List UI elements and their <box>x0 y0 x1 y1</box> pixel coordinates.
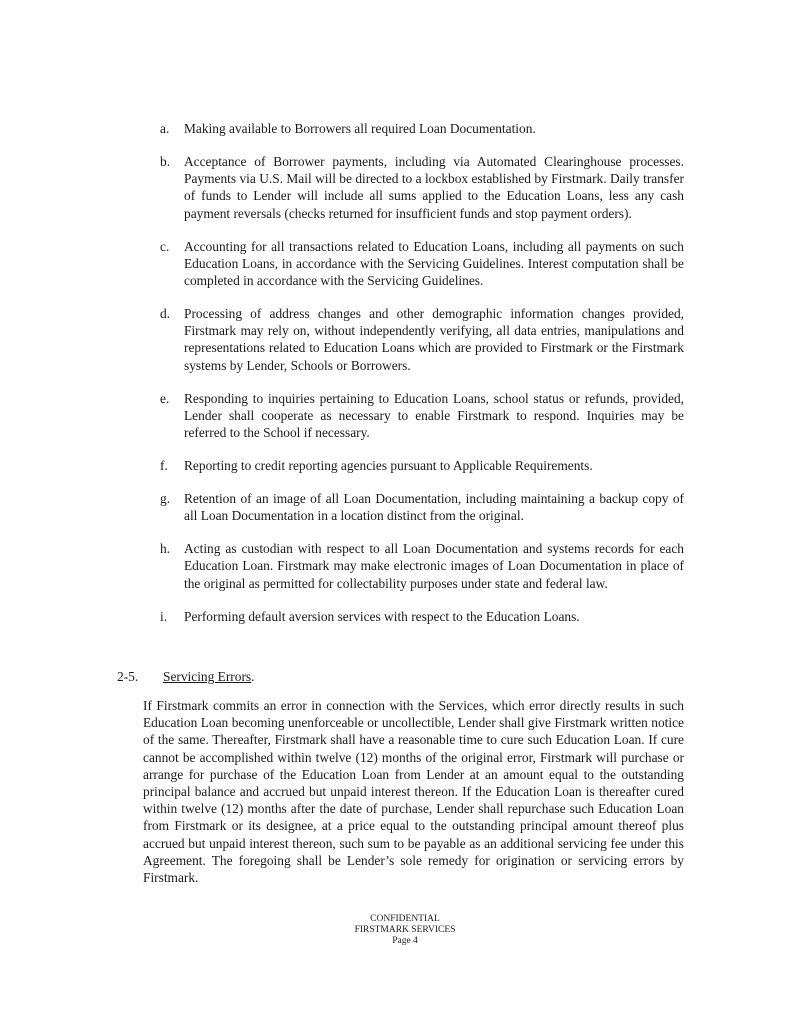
section-heading <box>117 668 684 685</box>
list-item <box>160 540 684 592</box>
list-item <box>160 238 684 290</box>
list-item-marker: g. <box>160 491 171 507</box>
section-title-wrap <box>163 668 255 685</box>
footer-confidential: CONFIDENTIAL <box>370 914 440 924</box>
section-number: 2-5. <box>117 669 139 684</box>
list-item-marker: e. <box>160 390 170 406</box>
list-item-text: Performing default aversion services with respect to the Education Loans. <box>184 608 580 624</box>
list-item-text: Reporting to credit reporting agencies pursuant to Applicable Requirements. <box>184 458 593 474</box>
list-item-marker: d. <box>160 306 171 322</box>
list-item-marker: b. <box>160 154 171 169</box>
list-item-text: Making available to Borrowers all required Loan Documentation. <box>184 121 536 136</box>
list-item-text: Acting as custodian with respect to all Loan Documentation and systems records for each Education Loan. Firstmark may make electronic images of Loan Documentation in place of the original as permitted for collectability purposes under state and federal law. <box>184 541 684 591</box>
section-title-suffix: . <box>251 669 255 684</box>
page-footer <box>300 914 510 947</box>
list-item-marker: i. <box>160 608 168 624</box>
list-item-marker: h. <box>160 541 171 557</box>
footer-company: FIRSTMARK SERVICES <box>354 925 456 935</box>
section-body: If Firstmark commits an error in connection with the Services, which error directly results in such Education Loan becoming unenforceable or uncollectible, Lender shall give Firstmark written notice of the same. Thereafter, Firstmark shall have a reasonable time to cure such Education Loan. If cure cannot be accomplished within twelve (12) months of the original error, Firstmark will purchase or arrange for purchase of the Education Loan from Lender at an amount equal to the outstanding principal balance and accrued but unpaid interest thereon. If the Education Loan is thereafter cured within twelve (12) months after the date of purchase, Lender shall repurchase such Education Loan from Firstmark or its designee, at a price equal to the outstanding principal amount thereof plus accrued but unpaid interest thereon, such sum to be payable as an additional servicing fee under this Agreement. The foregoing shall be Lender’s sole remedy for origination or servicing errors by Firstmark. <box>143 698 684 886</box>
list-item-marker: a. <box>160 121 170 136</box>
list-item-text: Acceptance of Borrower payments, including via Automated Clearinghouse processes. Payments via U.S. Mail will be directed to a lockbox established by Firstmark. Daily transfer of funds to Lender will include all sums applied to the Education Loans, less any cash payment reversals (checks returned for insufficient funds and stop payment orders). <box>184 154 684 221</box>
section-title: Servicing Errors <box>163 669 252 684</box>
list-item <box>160 153 684 222</box>
list-item <box>160 457 684 474</box>
list-item-text: Accounting for all transactions related to Education Loans, including all payments on such Education Loans, in accordance with the Servicing Guidelines. Interest computation shall be completed in accordance with the Servicing Guidelines. <box>184 238 684 289</box>
list-item-text: Retention of an image of all Loan Documentation, including maintaining a backup copy of all Loan Documentation in a location distinct from the original. <box>184 491 684 524</box>
section-servicing-errors <box>117 668 684 886</box>
services-list <box>160 120 684 641</box>
list-item-marker: c. <box>160 238 170 254</box>
list-item <box>160 305 684 374</box>
list-item <box>160 120 684 137</box>
list-item <box>160 490 684 524</box>
list-item <box>160 608 684 625</box>
list-item-marker: f. <box>160 458 168 474</box>
list-item-text: Processing of address changes and other demographic information changes provided, Firstmark may rely on, without independently verifying, all data entries, manipulations and representations related to Education Loans which are provided to Firstmark or the Firstmark systems by Lender, Schools or Borrowers. <box>184 306 684 373</box>
footer-page-number: Page 4 <box>392 936 418 946</box>
list-item-text: Responding to inquiries pertaining to Education Loans, school status or refunds, provided, Lender shall cooperate as necessary to enable Firstmark to respond. Inquiries may be referred to the School if necessary. <box>184 390 684 441</box>
list-item <box>160 390 684 442</box>
